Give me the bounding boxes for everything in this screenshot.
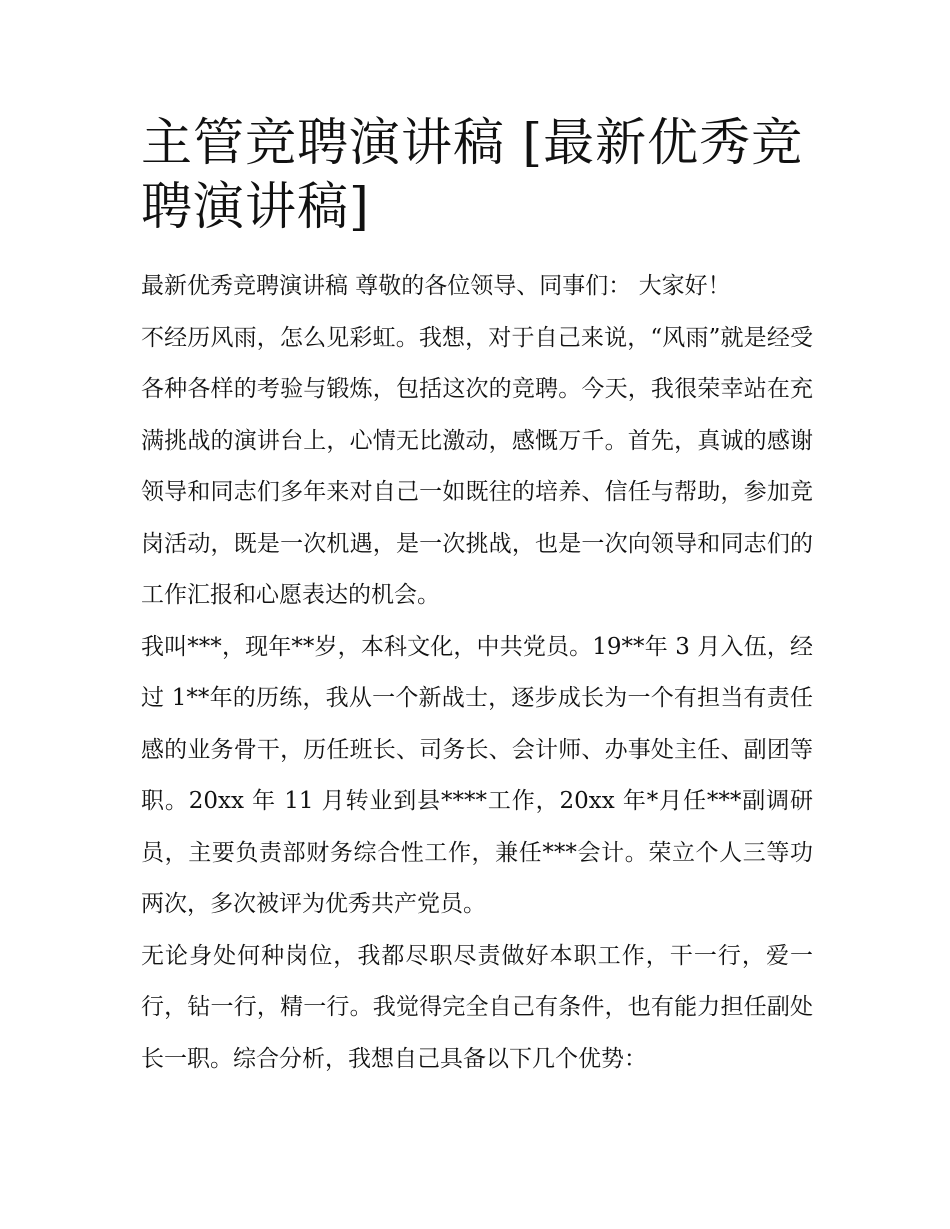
- document-body: [141, 261, 813, 1085]
- document-title: 主管竞聘演讲稿 [最新优秀竞聘演讲稿]: [141, 114, 804, 237]
- paragraph-greeting: 最新优秀竞聘演讲稿 尊敬的各位领导、同事们： 大家好！: [141, 273, 731, 299]
- paragraph-strengths-intro: 无论身处何种岗位，我都尽职尽责做好本职工作，干一行，爱一行，钻一行，精一行。我觉得完全自己有条件，也有能力担任副处长一职。综合分析，我想自己具备以下几个优势：: [141, 942, 813, 1072]
- paragraph-personal-background: 我叫***，现年**岁，本科文化，中共党员。19**年 3 月入伍，经过 1**年的历练，我从一个新战士，逐步成长为一个有担当有责任感的业务骨干，历任班长、司务长、会计师、办事处主任、副团等职。20xx 年 11 月转业到县****工作，20xx 年*月任***副调研员，主要负责部财务综合性工作，兼任***会计。荣立个人三等功两次，多次被评为优秀共产党员。: [141, 633, 813, 917]
- paragraph-introduction: 不经历风雨，怎么见彩虹。我想，对于自己来说，“风雨”就是经受各种各样的考验与锻炼，包括这次的竞聘。今天，我很荣幸站在充满挑战的演讲台上，心情无比激动，感慨万千。首先，真诚的感谢领导和同志们多年来对自己一如既往的培养、信任与帮助，参加竞岗活动，既是一次机遇，是一次挑战，也是一次向领导和同志们的工作汇报和心愿表达的机会。: [141, 324, 813, 608]
- document-page: [141, 112, 813, 1085]
